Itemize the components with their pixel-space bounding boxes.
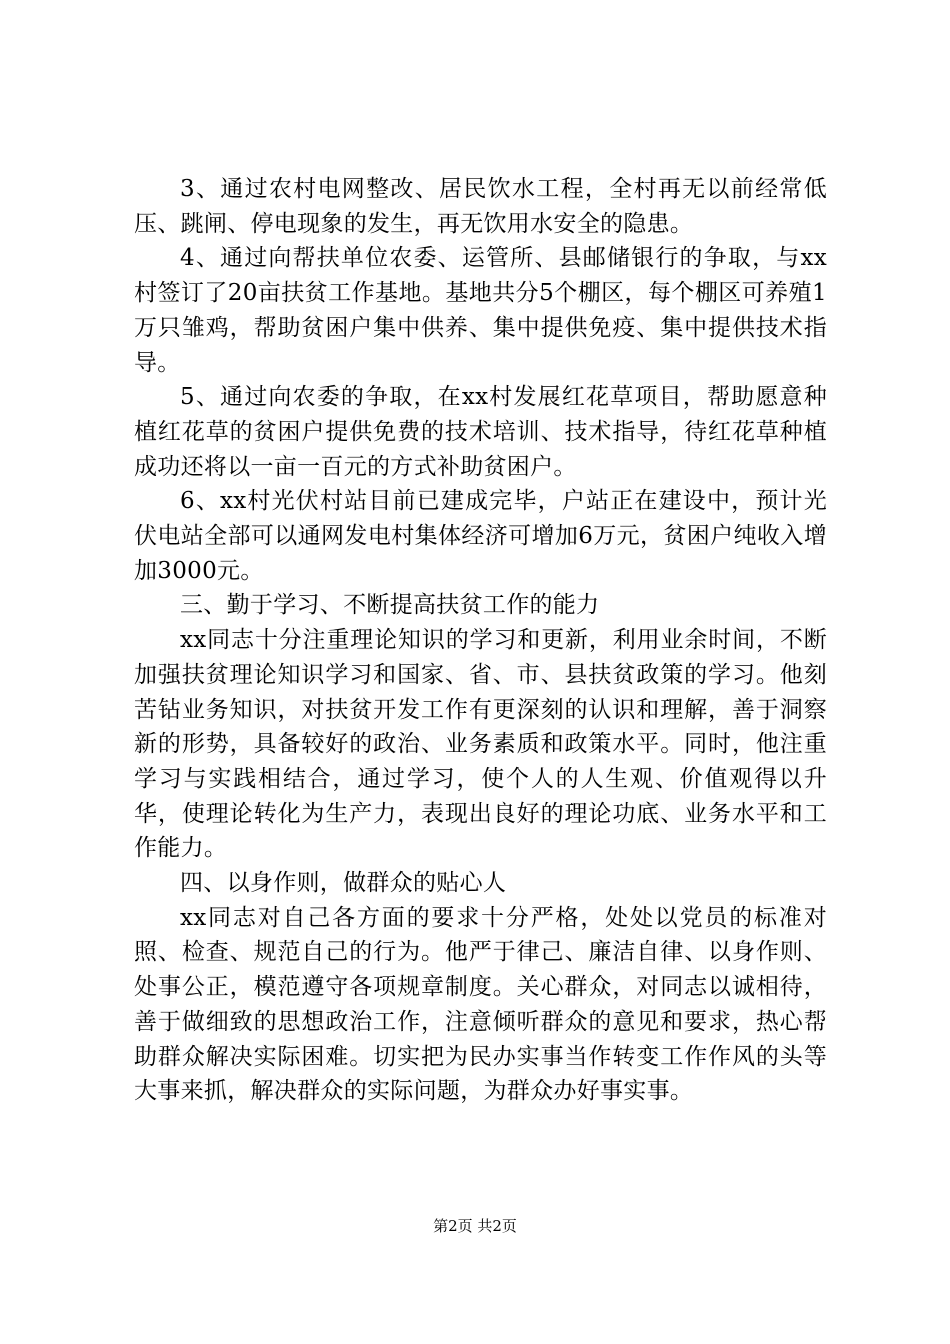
paragraph-item-4: 4、通过向帮扶单位农委、运管所、县邮储银行的争取，与xx村签订了20亩扶贫工作基地。基地共分5个棚区，每个棚区可养殖1万只雏鸡，帮助贫困户集中供养、集中提供免疫、集中提供技术指导。	[134, 245, 827, 376]
section-heading-3: 三、勤于学习、不断提高扶贫工作的能力	[180, 592, 600, 619]
paragraph-item-5: 5、通过向农委的争取，在xx村发展红花草项目，帮助愿意种植红花草的贫困户提供免费的技术培训、技术指导，待红花草种植成功还将以一亩一百元的方式补助贫困户。	[134, 384, 827, 480]
page-footer: 第2页 共2页	[433, 1217, 517, 1235]
section-heading-4: 四、以身作则，做群众的贴心人	[180, 870, 507, 897]
section-3-body: xx同志十分注重理论知识的学习和更新，利用业余时间，不断加强扶贫理论知识学习和国家、省、市、县扶贫政策的学习。他刻苦钻业务知识，对扶贫开发工作有更深刻的认识和理解，善于洞察新的形势，具备较好的政治、业务素质和政策水平。同时，他注重学习与实践相结合，通过学习，使个人的人生观、价值观得以升华，使理论转化为生产力，表现出良好的理论功底、业务水平和工作能力。	[134, 627, 827, 862]
paragraph-item-3: 3、通过农村电网整改、居民饮水工程，全村再无以前经常低压、跳闸、停电现象的发生，再无饮用水安全的隐患。	[134, 176, 827, 237]
section-4-body: xx同志对自己各方面的要求十分严格，处处以党员的标准对照、检查、规范自己的行为。他严于律己、廉洁自律、以身作则、处事公正，模范遵守各项规章制度。关心群众，对同志以诚相待，善于做细致的思想政治工作，注意倾听群众的意见和要求，热心帮助群众解决实际困难。切实把为民办实事当作转变工作作风的头等大事来抓，解决群众的实际问题，为群众办好事实事。	[134, 904, 827, 1105]
paragraph-item-6: 6、xx村光伏村站目前已建成完毕，户站正在建设中，预计光伏电站全部可以通网发电村集体经济可增加6万元，贫困户纯收入增加3000元。	[134, 488, 827, 584]
document-body	[134, 172, 827, 1109]
